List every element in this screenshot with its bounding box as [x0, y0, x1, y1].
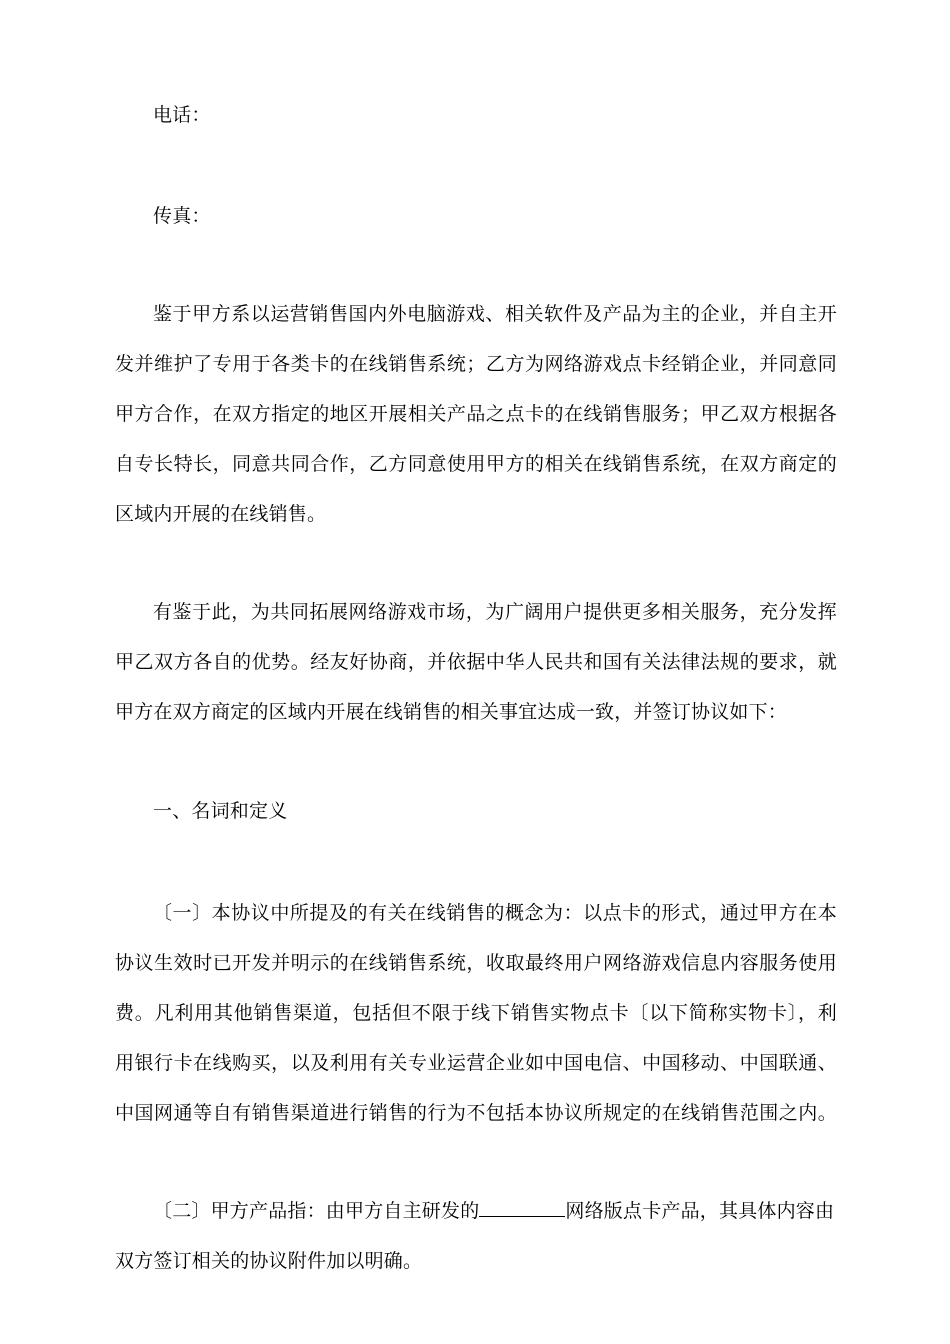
paragraph-line: 双方签订相关的协议附件加以明确。 — [115, 1250, 423, 1272]
paragraph-line: 中国网通等自有销售渠道进行销售的行为不包括本协议所规定的在线销售范围之内。 — [115, 1102, 837, 1124]
paragraph-line — [153, 1191, 837, 1231]
section-heading: 一、名词和定义 — [153, 800, 288, 822]
paragraph-line: 〔一〕本协议中所提及的有关在线销售的概念为：以点卡的形式，通过甲方在本 — [153, 902, 837, 924]
phone-label: 电话： — [153, 104, 211, 126]
paragraph-line: 费。凡利用其他销售渠道，包括但不限于线下销售实物点卡〔以下简称实物卡〕，利 — [115, 1002, 837, 1024]
paragraph-line: 自专长特长，同意共同合作，乙方同意使用甲方的相关在线销售系统，在双方商定的 — [115, 453, 837, 475]
clause-2-text-after-blank: 网络版点卡产品，其具体内容由 — [565, 1200, 835, 1222]
paragraph-line: 发并维护了专用于各类卡的在线销售系统；乙方为网络游戏点卡经销企业，并同意同 — [115, 353, 837, 375]
paragraph-line: 甲方在双方商定的区域内开展在线销售的相关事宜达成一致，并签订协议如下： — [115, 701, 788, 723]
fax-label: 传真： — [153, 205, 211, 227]
paragraph-line: 用银行卡在线购买，以及利用有关专业运营企业如中国电信、中国移动、中国联通、 — [115, 1052, 837, 1074]
paragraph-line: 协议生效时已开发并明示的在线销售系统，收取最终用户网络游戏信息内容服务使用 — [115, 952, 837, 974]
paragraph-line: 甲方合作，在双方指定的地区开展相关产品之点卡的在线销售服务；甲乙双方根据各 — [115, 403, 837, 425]
paragraph-line: 区域内开展的在线销售。 — [115, 503, 327, 525]
clause-2-text-before-blank: 〔二〕甲方产品指：由甲方自主研发的 — [153, 1200, 480, 1222]
paragraph-line: 有鉴于此，为共同拓展网络游戏市场，为广阔用户提供更多相关服务，充分发挥 — [153, 601, 837, 623]
paragraph-line: 甲乙双方各自的优势。经友好协商，并依据中华人民共和国有关法律法规的要求，就 — [115, 651, 837, 673]
fill-in-blank — [479, 1200, 565, 1217]
paragraph-line: 鉴于甲方系以运营销售国内外电脑游戏、相关软件及产品为主的企业，并自主开 — [153, 303, 837, 325]
